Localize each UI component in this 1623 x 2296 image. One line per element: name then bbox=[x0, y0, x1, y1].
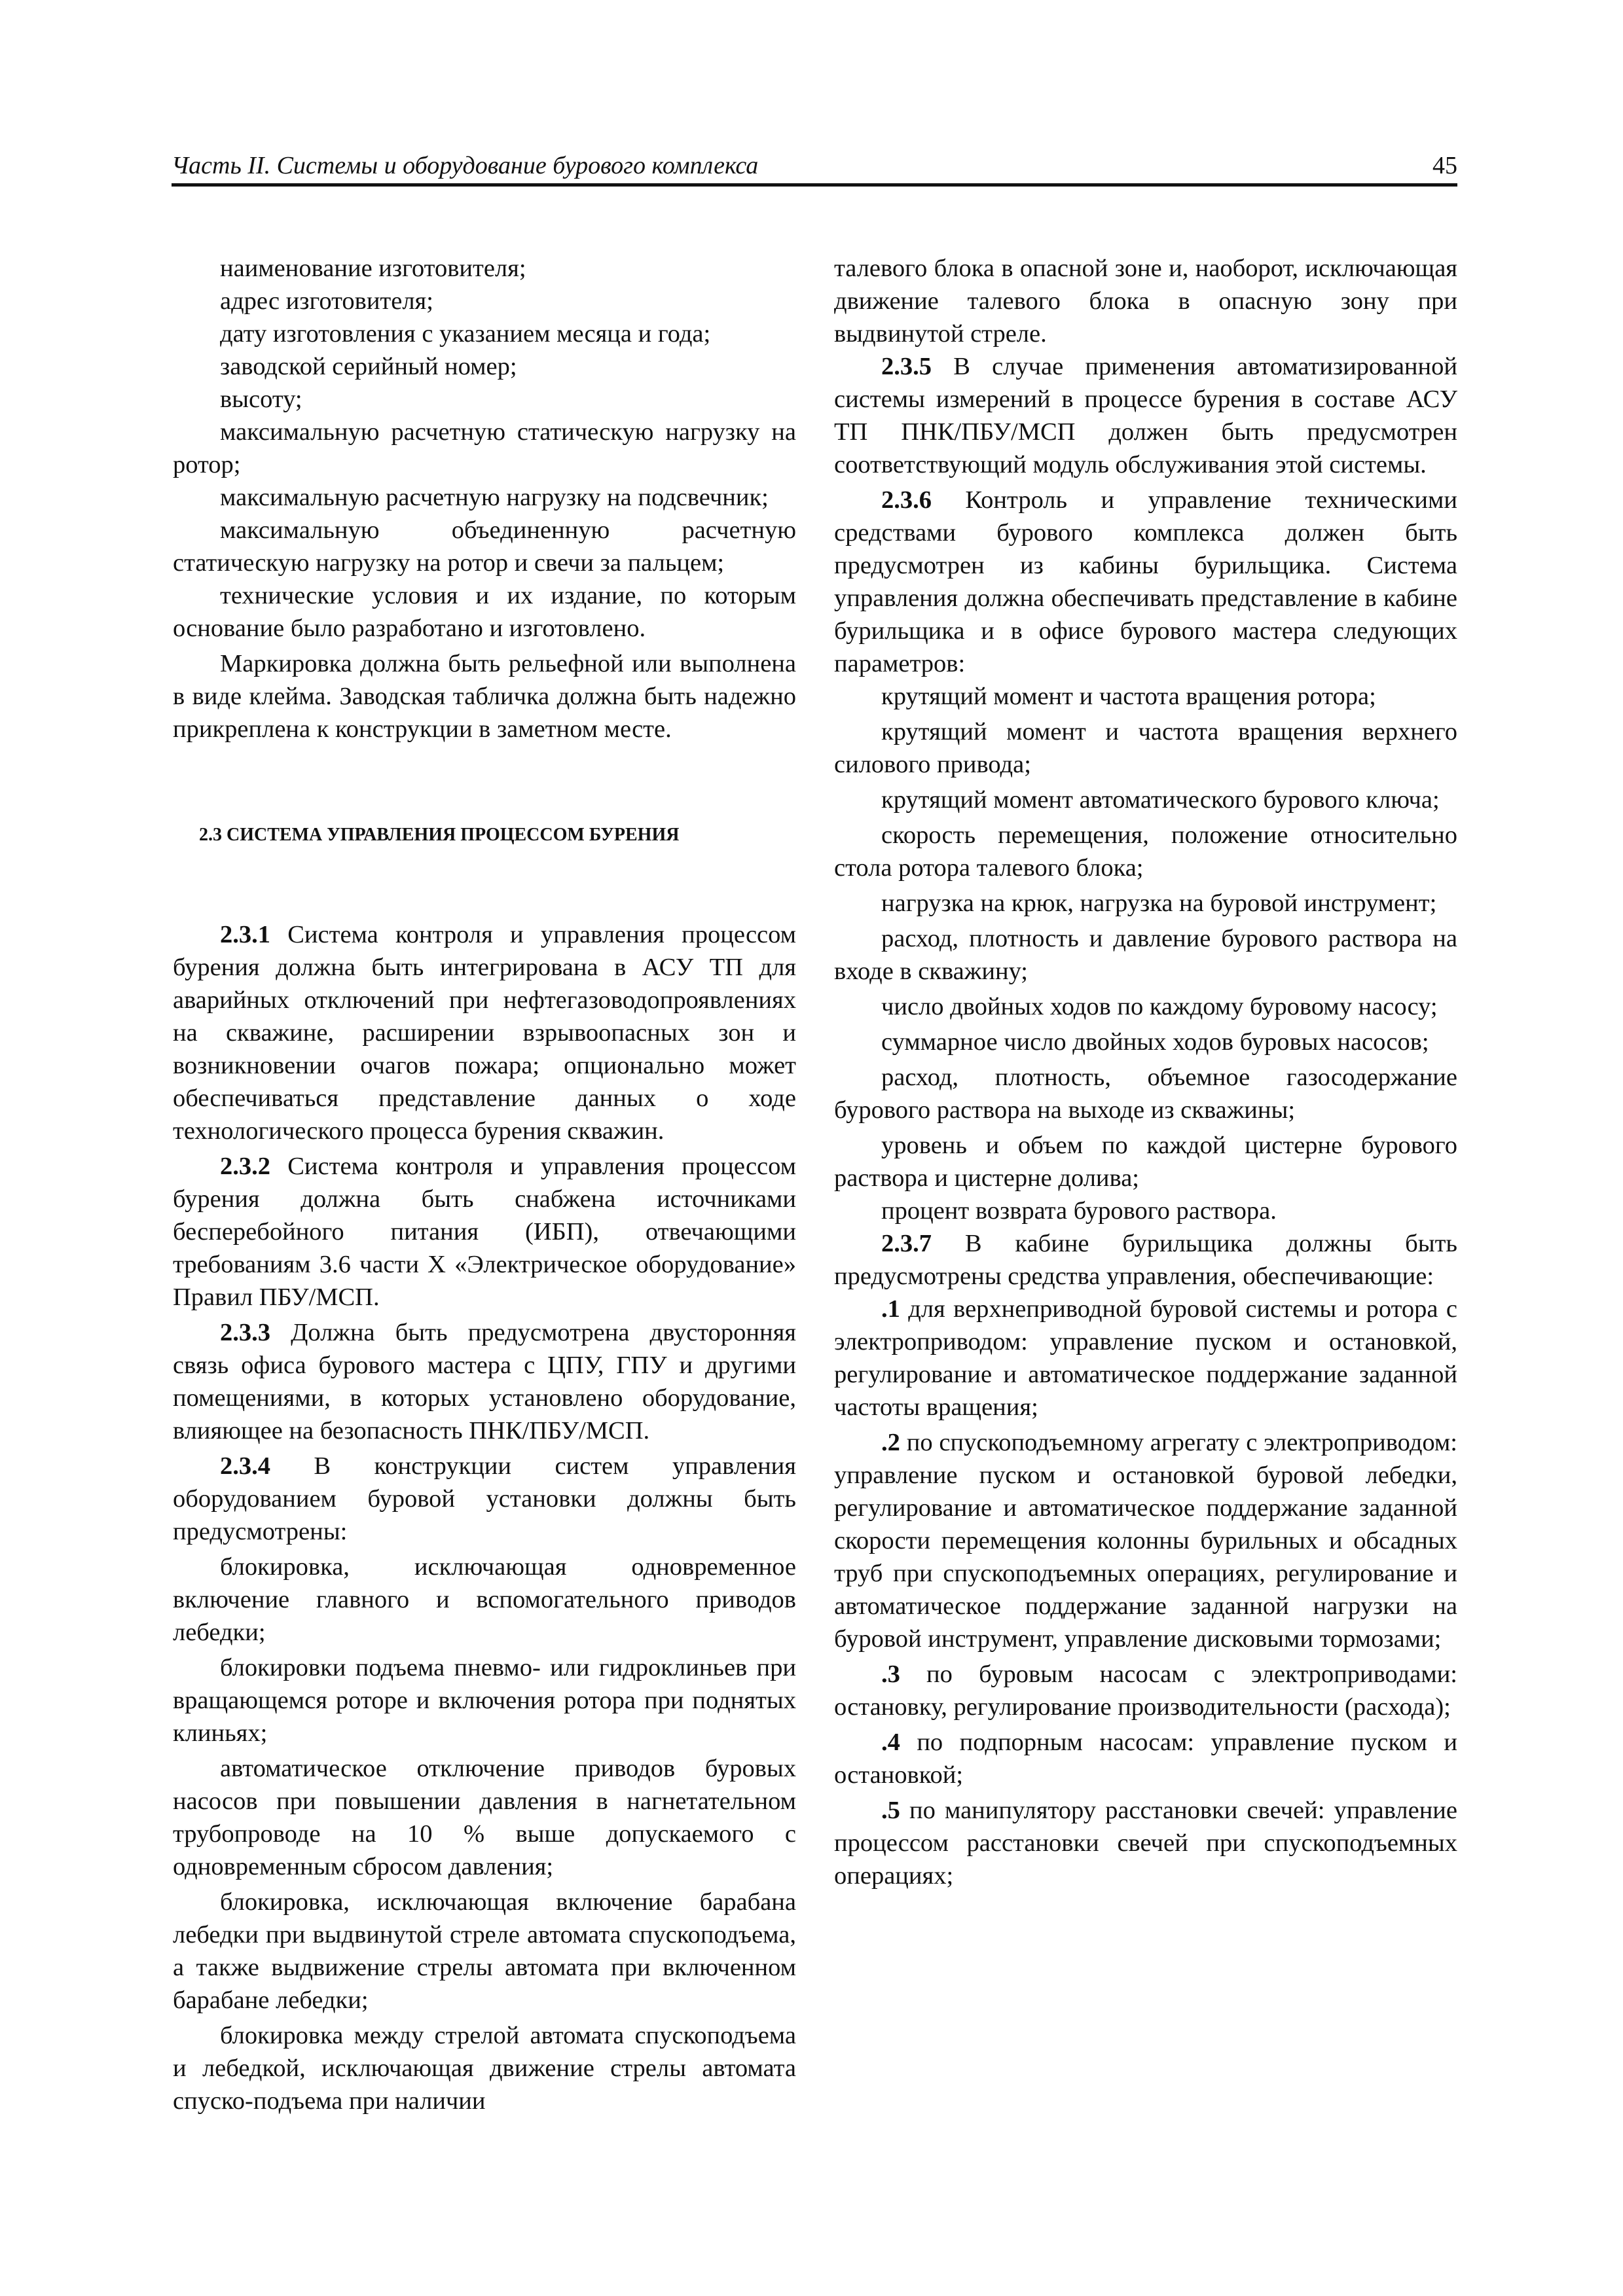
clause-number: 2.3.6 bbox=[881, 486, 932, 514]
list-item: заводской серийный номер; bbox=[220, 353, 517, 380]
header-title: Часть II. Системы и оборудование бурового комплекса bbox=[172, 152, 759, 179]
subclause-number: .5 bbox=[881, 1797, 900, 1824]
subclause-text: по буровым насосам с электроприводами: остановку, регулирование производительности (расхода); bbox=[834, 1660, 1457, 1721]
clause-text: Должна быть предусмотрена двусторонняя связь офиса бурового мастера с ЦПУ, ГПУ и другими помещениями, в которых установлено оборудование, влияющее на безопасность ПНК/ПБУ/МСП. bbox=[173, 1319, 796, 1444]
list-item: крутящий момент автоматического бурового ключа; bbox=[881, 786, 1440, 814]
list-item: максимальную расчетную нагрузку на подсвечник; bbox=[220, 484, 769, 511]
list-item: максимальную объединенную расчетную статическую нагрузку на ротор и свечи за пальцем; bbox=[173, 516, 796, 577]
list-item: автоматическое отключение приводов буровых насосов при повышении давления в нагнетательном трубопроводе на 10 % выше допускаемого с одновременным сбросом давления; bbox=[173, 1755, 796, 1880]
list-item: блокировки подъема пневмо- или гидроклиньев при вращающемся роторе и включения ротора при поднятых клиньях; bbox=[173, 1654, 796, 1747]
list-item: максимальную расчетную статическую нагрузку на ротор; bbox=[173, 418, 796, 478]
list-item: технические условия и их издание, по которым основание было разработано и изготовлено. bbox=[173, 582, 796, 642]
right-column bbox=[834, 252, 1457, 1892]
subclause-3 bbox=[834, 1658, 1457, 1723]
subclause-text: для верхнеприводной буровой системы и ротора с электроприводом: управление пуском и остановкой, регулирование и автоматическое поддержание заданной частоты вращения; bbox=[834, 1295, 1457, 1421]
list-item: крутящий момент и частота вращения ротора; bbox=[881, 683, 1376, 710]
left-column bbox=[173, 252, 796, 2117]
list-item: процент возврата бурового раствора. bbox=[881, 1197, 1277, 1225]
paragraph-marking: Маркировка должна быть рельефной или выполнена в виде клейма. Заводская табличка должна быть надежно прикреплена к конструкции в заметном месте. bbox=[173, 650, 796, 743]
list-item: скорость перемещения, положение относительно стола ротора талевого блока; bbox=[834, 821, 1457, 882]
clause-text: В кабине бурильщика должны быть предусмотрены средства управления, обеспечивающие: bbox=[834, 1230, 1457, 1290]
subclause-5 bbox=[834, 1794, 1457, 1892]
clause-number: 2.3.2 bbox=[220, 1153, 270, 1180]
clause-2-3-1 bbox=[173, 918, 796, 1147]
list-item: высоту; bbox=[220, 386, 302, 413]
clause-2-3-3 bbox=[173, 1316, 796, 1447]
clause-2-3-6 bbox=[834, 484, 1457, 680]
clause-number: 2.3.5 bbox=[881, 353, 932, 380]
header-rule bbox=[172, 183, 1457, 187]
list-item: уровень и объем по каждой цистерне бурового раствора и цистерне долива; bbox=[834, 1132, 1457, 1192]
list-item: блокировка, исключающая одновременное включение главного и вспомогательного приводов лебедки; bbox=[173, 1553, 796, 1646]
list-item: расход, плотность, объемное газосодержание бурового раствора на выходе из скважины; bbox=[834, 1064, 1457, 1124]
clause-2-3-5 bbox=[834, 350, 1457, 481]
list-item: блокировка между стрелой автомата спускоподъема и лебедкой, исключающая движение стрелы автомата спуско-подъема при наличии bbox=[173, 2022, 796, 2115]
clause-text: В конструкции систем управления оборудованием буровой установки должны быть предусмотрены: bbox=[173, 1452, 796, 1545]
section-heading: 2.3 СИСТЕМА УПРАВЛЕНИЯ ПРОЦЕССОМ БУРЕНИЯ bbox=[199, 825, 680, 845]
subclause-number: .3 bbox=[881, 1660, 900, 1688]
subclause-2 bbox=[834, 1426, 1457, 1655]
list-item: блокировка, исключающая включение барабана лебедки при выдвинутой стреле автомата спускоподъема, а также выдвижение стрелы автомата при включенном барабане лебедки; bbox=[173, 1888, 796, 2014]
list-item: нагрузка на крюк, нагрузка на буровой инструмент; bbox=[881, 889, 1437, 917]
list-item: расход, плотность и давление бурового раствора на входе в скважину; bbox=[834, 925, 1457, 985]
subclause-number: .2 bbox=[881, 1429, 900, 1456]
clause-text: Система контроля и управления процессом бурения должна быть снабжена источниками бесперебойного питания (ИБП), отвечающими требованиям 3.6 части X «Электрическое оборудование» Правил ПБУ/МСП. bbox=[173, 1153, 796, 1311]
continued-text: талевого блока в опасной зоне и, наоборот, исключающая движение талевого блока в опасную зону при выдвинутой стреле. bbox=[834, 255, 1457, 348]
clause-text: Система контроля и управления процессом бурения должна быть интегрирована в АСУ ТП для аварийных отключений при нефтегазоводопроявлениях на скважине, расширении взрывоопасных зон и возникновении очагов пожара; опционально может обеспечиваться представление данных о ходе технологического процесса бурения скважин. bbox=[173, 921, 796, 1145]
clause-2-3-2 bbox=[173, 1150, 796, 1314]
list-item: дату изготовления с указанием месяца и года; bbox=[220, 320, 711, 348]
subclause-1 bbox=[834, 1293, 1457, 1424]
running-header bbox=[172, 149, 1457, 182]
subclause-number: .4 bbox=[881, 1729, 900, 1756]
list-item: крутящий момент и частота вращения верхнего силового привода; bbox=[834, 718, 1457, 778]
clause-2-3-4 bbox=[173, 1450, 796, 1548]
list-item: суммарное число двойных ходов буровых насосов; bbox=[881, 1028, 1429, 1056]
clause-number: 2.3.1 bbox=[220, 921, 270, 948]
list-item: наименование изготовителя; bbox=[220, 255, 526, 282]
subclause-number: .1 bbox=[881, 1295, 900, 1323]
clause-text: В случае применения автоматизированной системы измерений в процессе бурения в составе АСУ ТП ПНК/ПБУ/МСП должен быть предусмотрен соответствующий модуль обслуживания этой системы. bbox=[834, 353, 1457, 478]
page-number: 45 bbox=[1432, 152, 1457, 179]
clause-text: Контроль и управление техническими средствами бурового комплекса должен быть предусмотрен из кабины бурильщика. Система управления должна обеспечивать представление в кабине бурильщика и в офисе бурового мастера следующих параметров: bbox=[834, 486, 1457, 677]
subclause-text: по спускоподъемному агрегату с электроприводом: управление пуском и остановкой буровой лебедки, регулирование и автоматическое поддержание заданной скорости перемещения колонны бурильных и обсадных труб при спускоподъемных операциях, регулирование и автоматическое поддержание заданной нагрузки на буровой инструмент, управление дисковыми тормозами; bbox=[834, 1429, 1457, 1653]
subclause-4 bbox=[834, 1726, 1457, 1791]
clause-number: 2.3.4 bbox=[220, 1452, 270, 1480]
clause-number: 2.3.3 bbox=[220, 1319, 270, 1346]
list-item: адрес изготовителя; bbox=[220, 287, 433, 315]
clause-2-3-7 bbox=[834, 1227, 1457, 1293]
clause-number: 2.3.7 bbox=[881, 1230, 932, 1257]
subclause-text: по подпорным насосам: управление пуском и остановкой; bbox=[834, 1729, 1457, 1789]
list-item: число двойных ходов по каждому буровому насосу; bbox=[881, 993, 1438, 1020]
subclause-text: по манипулятору расстановки свечей: управление процессом расстановки свечей при спускоподъемных операциях; bbox=[834, 1797, 1457, 1890]
